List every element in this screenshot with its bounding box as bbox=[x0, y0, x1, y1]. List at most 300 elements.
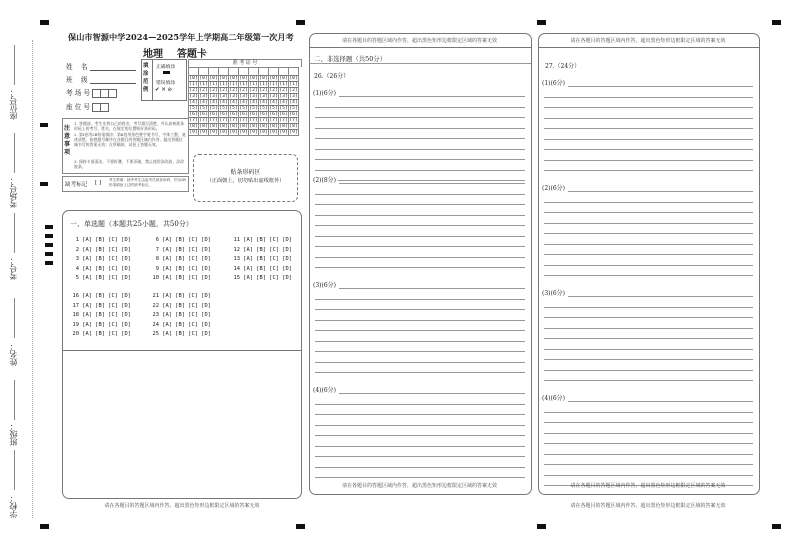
mcq-options[interactable]: [A] [B] [C] [D] bbox=[82, 321, 131, 328]
mcq-options[interactable]: [A] [B] [C] [D] bbox=[243, 246, 292, 253]
exam-digit-bubble[interactable]: [2] bbox=[229, 88, 238, 93]
answer-line[interactable] bbox=[315, 170, 525, 171]
mcq-options[interactable]: [A] [B] [C] [D] bbox=[243, 265, 292, 272]
timing-mark bbox=[45, 243, 53, 247]
answer-line[interactable] bbox=[568, 86, 753, 87]
section2-title: 二、非选择题（共50分） bbox=[314, 55, 387, 63]
exam-digit-bubble[interactable]: [2] bbox=[189, 88, 198, 93]
exam-digit-bubble[interactable]: [3] bbox=[269, 94, 278, 99]
exam-digit-bubble[interactable]: [7] bbox=[189, 118, 198, 123]
exam-digit-bubble[interactable]: [1] bbox=[269, 82, 278, 87]
answer-line[interactable] bbox=[315, 299, 525, 300]
exam-digit-bubble[interactable]: [9] bbox=[249, 130, 258, 135]
answer-line[interactable] bbox=[544, 464, 753, 465]
exam-digit-bubble[interactable]: [3] bbox=[279, 94, 288, 99]
absent-label: 缺考标记 bbox=[65, 182, 88, 188]
mcq-options[interactable]: [A] [B] [C] [D] bbox=[82, 331, 131, 337]
mcq-options[interactable]: [A] [B] [C] [D] bbox=[162, 275, 211, 281]
answer-line[interactable] bbox=[544, 359, 753, 360]
exam-digit-bubble[interactable]: [9] bbox=[229, 130, 238, 135]
exam-digit-bubble[interactable]: [0] bbox=[219, 76, 228, 81]
answer-line[interactable] bbox=[315, 414, 525, 415]
answer-line[interactable] bbox=[544, 433, 753, 434]
answer-line[interactable] bbox=[315, 341, 525, 342]
answer-line[interactable] bbox=[544, 139, 753, 140]
exam-digit-bubble[interactable]: [6] bbox=[239, 112, 248, 117]
exam-digit-bubble[interactable]: [0] bbox=[209, 76, 218, 81]
exam-digit-bubble[interactable]: [6] bbox=[209, 112, 218, 117]
answer-line[interactable] bbox=[544, 254, 753, 255]
sub-question-label: (4)(6分) bbox=[542, 395, 565, 402]
answer-line[interactable] bbox=[315, 128, 525, 129]
mcq-question[interactable] bbox=[150, 256, 211, 262]
answer-line[interactable] bbox=[315, 107, 525, 108]
exam-digit-bubble[interactable]: [8] bbox=[249, 124, 258, 129]
exam-digit-bubble[interactable]: [5] bbox=[199, 106, 208, 111]
mcq-question[interactable] bbox=[231, 275, 292, 281]
side-label-school: 学校： bbox=[9, 494, 18, 518]
exam-digit-bubble[interactable]: [6] bbox=[229, 112, 238, 117]
mcq-question[interactable] bbox=[231, 237, 292, 243]
exam-digit-bubble[interactable]: [5] bbox=[219, 106, 228, 111]
exam-digit-bubble[interactable]: [3] bbox=[229, 94, 238, 99]
answer-line[interactable] bbox=[544, 170, 753, 171]
answer-line[interactable] bbox=[315, 267, 525, 268]
mcq-question[interactable] bbox=[150, 303, 211, 309]
timing-mark bbox=[40, 524, 49, 529]
answer-line[interactable] bbox=[315, 435, 525, 436]
answer-line[interactable] bbox=[315, 194, 525, 195]
mcq-options[interactable]: [A] [B] [C] [D] bbox=[82, 246, 131, 253]
mcq-options[interactable]: [A] [B] [C] [D] bbox=[243, 275, 292, 281]
exam-digit-bubble[interactable]: [7] bbox=[239, 118, 248, 123]
answer-line[interactable] bbox=[315, 467, 525, 468]
exam-digit-bubble[interactable]: [5] bbox=[229, 106, 238, 111]
answer-panel-26 bbox=[309, 33, 532, 495]
timing-mark bbox=[45, 234, 53, 238]
answer-line[interactable] bbox=[568, 296, 753, 297]
exam-digit-bubble[interactable]: [5] bbox=[289, 106, 298, 111]
binding-line bbox=[32, 40, 33, 518]
exam-digit-bubble[interactable]: [2] bbox=[279, 88, 288, 93]
exam-digit-bubble[interactable]: [0] bbox=[289, 76, 298, 81]
exam-digit-bubble[interactable]: [0] bbox=[279, 76, 288, 81]
exam-digit-bubble[interactable]: [2] bbox=[219, 88, 228, 93]
side-label-name: 姓名： bbox=[9, 342, 18, 366]
exam-digit-bubble[interactable]: [9] bbox=[209, 130, 218, 135]
mcq-options[interactable]: [A] [B] [C] [D] bbox=[162, 331, 211, 337]
exam-digit-bubble[interactable]: [4] bbox=[189, 100, 198, 105]
exam-digit-bubble[interactable]: [7] bbox=[279, 118, 288, 123]
correct-fill-mark bbox=[163, 71, 170, 74]
answer-line[interactable] bbox=[544, 422, 753, 423]
mcq-panel bbox=[62, 210, 302, 499]
answer-line[interactable] bbox=[315, 236, 525, 237]
answer-line[interactable] bbox=[544, 338, 753, 339]
mcq-number: 6 bbox=[155, 237, 159, 243]
answer-line[interactable] bbox=[315, 309, 525, 310]
exam-digit-bubble[interactable]: [9] bbox=[269, 130, 278, 135]
answer-line[interactable] bbox=[315, 362, 525, 363]
answer-line[interactable] bbox=[544, 454, 753, 455]
sub-question-label: (2)(8分) bbox=[313, 177, 336, 184]
answer-line[interactable] bbox=[544, 160, 753, 161]
mcq-question[interactable] bbox=[150, 266, 211, 272]
exam-digit-bubble[interactable]: [4] bbox=[259, 100, 268, 105]
timing-mark bbox=[40, 182, 48, 186]
exam-digit-bubble[interactable]: [4] bbox=[269, 100, 278, 105]
exam-digit-bubble[interactable]: [0] bbox=[259, 76, 268, 81]
exam-digit-bubble[interactable]: [6] bbox=[289, 112, 298, 117]
answer-line[interactable] bbox=[315, 477, 525, 478]
exam-digit-bubble[interactable]: [4] bbox=[239, 100, 248, 105]
exam-digit-bubble[interactable]: [8] bbox=[289, 124, 298, 129]
sub-question-label: (1)(6分) bbox=[542, 80, 565, 87]
exam-digit-bubble[interactable]: [4] bbox=[229, 100, 238, 105]
exam-digit-bubble[interactable]: [8] bbox=[229, 124, 238, 129]
answer-line[interactable] bbox=[544, 380, 753, 381]
answer-line[interactable] bbox=[544, 370, 753, 371]
seat-label: 座 位 号 bbox=[66, 103, 90, 111]
exam-digit-bubble[interactable]: [5] bbox=[239, 106, 248, 111]
exam-digit-bubble[interactable]: [7] bbox=[249, 118, 258, 123]
sub-question-label: (1)(6分) bbox=[313, 90, 336, 97]
mcq-question[interactable] bbox=[150, 275, 211, 281]
exam-digit-bubble[interactable]: [2] bbox=[259, 88, 268, 93]
mcq-options[interactable]: [A] [B] [C] [D] bbox=[82, 237, 131, 243]
side-blank bbox=[14, 298, 15, 338]
mcq-number: 23 bbox=[152, 312, 159, 318]
class-field[interactable] bbox=[66, 74, 136, 84]
exam-digit-bubble[interactable]: [9] bbox=[189, 130, 198, 135]
exam-digit-bubble[interactable]: [3] bbox=[239, 94, 248, 99]
subject-title: 地理 答题卡 bbox=[143, 49, 207, 60]
exam-digit-bubble[interactable]: [8] bbox=[219, 124, 228, 129]
answer-line[interactable] bbox=[315, 215, 525, 216]
room-label: 考 场 号 bbox=[66, 89, 90, 97]
mcq-options[interactable]: [A] [B] [C] [D] bbox=[82, 312, 131, 318]
mcq-options[interactable]: [A] [B] [C] [D] bbox=[162, 256, 211, 262]
exam-digit-bubble[interactable]: [0] bbox=[189, 76, 198, 81]
panel-warning-bottom: 请在各题目的答题区域内作答，超出黑色矩形边框限定区域的答案无效 bbox=[570, 483, 726, 489]
mcq-question[interactable] bbox=[150, 247, 211, 253]
exam-digit-bubble[interactable]: [3] bbox=[219, 94, 228, 99]
mcq-options[interactable]: [A] [B] [C] [D] bbox=[162, 265, 211, 272]
exam-digit-bubble[interactable]: [5] bbox=[249, 106, 258, 111]
mcq-number: 11 bbox=[233, 237, 240, 243]
exam-digit-bubble[interactable]: [7] bbox=[269, 118, 278, 123]
exam-digit-bubble[interactable]: [1] bbox=[259, 82, 268, 87]
answer-line[interactable] bbox=[315, 138, 525, 139]
exam-digit-bubble[interactable]: [1] bbox=[289, 82, 298, 87]
name-label: 姓 名 bbox=[66, 63, 88, 71]
mcq-question[interactable] bbox=[150, 237, 211, 243]
mcq-options[interactable]: [A] [B] [C] [D] bbox=[82, 302, 131, 309]
exam-digit-bubble[interactable]: [6] bbox=[269, 112, 278, 117]
exam-digit-bubble[interactable]: [6] bbox=[199, 112, 208, 117]
side-blank bbox=[14, 45, 15, 85]
side-label-exam-room: 考场号： bbox=[9, 176, 18, 208]
mcq-question[interactable] bbox=[231, 266, 292, 272]
exam-digit-bubble[interactable]: [4] bbox=[249, 100, 258, 105]
answer-line[interactable] bbox=[544, 202, 753, 203]
exam-digit-bubble[interactable]: [0] bbox=[269, 76, 278, 81]
exam-digit-bubble[interactable]: [1] bbox=[229, 82, 238, 87]
panel-warning-top: 请在各题目的答题区域内作答，超出黑色矩形边框限定区域的答案无效 bbox=[570, 38, 726, 44]
mcq-number: 15 bbox=[233, 275, 240, 281]
answer-line[interactable] bbox=[315, 159, 525, 160]
mcq-number: 4 bbox=[75, 265, 79, 272]
absent-box bbox=[62, 176, 189, 192]
answer-line[interactable] bbox=[544, 265, 753, 266]
exam-digit-bubble[interactable]: [8] bbox=[269, 124, 278, 129]
exam-digit-bubble[interactable]: [3] bbox=[199, 94, 208, 99]
exam-digit-bubble[interactable]: [8] bbox=[189, 124, 198, 129]
mcq-question[interactable] bbox=[70, 331, 131, 337]
exam-number-grid[interactable] bbox=[188, 67, 299, 136]
exam-digit-bubble[interactable]: [7] bbox=[259, 118, 268, 123]
exam-digit-bubble[interactable]: [1] bbox=[249, 82, 258, 87]
answer-line[interactable] bbox=[544, 149, 753, 150]
q26-label: 26.（26分） bbox=[314, 73, 350, 80]
exam-digit-bubble[interactable]: [7] bbox=[209, 118, 218, 123]
side-label-exam-no: 考号： bbox=[9, 256, 18, 280]
exam-digit-bubble[interactable]: [4] bbox=[209, 100, 218, 105]
mcq-number: 7 bbox=[155, 246, 159, 253]
exam-digit-bubble[interactable]: [9] bbox=[199, 130, 208, 135]
exam-digit-bubble[interactable]: [8] bbox=[209, 124, 218, 129]
exam-digit-bubble[interactable]: [0] bbox=[239, 76, 248, 81]
answer-line[interactable] bbox=[544, 307, 753, 308]
exam-digit-bubble[interactable]: [7] bbox=[229, 118, 238, 123]
sub-question-label: (3)(6分) bbox=[313, 282, 336, 289]
mcq-number: 8 bbox=[155, 256, 159, 262]
exam-digit-bubble[interactable]: [0] bbox=[229, 76, 238, 81]
exam-digit-bubble[interactable]: [8] bbox=[279, 124, 288, 129]
exam-digit-bubble[interactable]: [4] bbox=[219, 100, 228, 105]
exam-digit-bubble[interactable]: [2] bbox=[209, 88, 218, 93]
timing-mark bbox=[40, 20, 49, 25]
answer-line[interactable] bbox=[339, 393, 525, 394]
answer-line[interactable] bbox=[544, 412, 753, 413]
side-blank bbox=[14, 450, 15, 490]
footer-warning: 请在各题目的答题区域内作答，超出黑色矩形边框限定区域的答案无效 bbox=[104, 503, 260, 509]
mcq-options[interactable]: [A] [B] [C] [D] bbox=[162, 246, 211, 253]
mcq-options[interactable]: [A] [B] [C] [D] bbox=[82, 265, 131, 272]
answer-line[interactable] bbox=[315, 246, 525, 247]
exam-digit-bubble[interactable]: [6] bbox=[249, 112, 258, 117]
mcq-question[interactable] bbox=[150, 293, 211, 299]
answer-line[interactable] bbox=[544, 475, 753, 476]
exam-digit-bubble[interactable]: [3] bbox=[259, 94, 268, 99]
timing-mark bbox=[45, 225, 53, 229]
exam-digit-bubble[interactable]: [4] bbox=[289, 100, 298, 105]
exam-digit-bubble[interactable]: [6] bbox=[259, 112, 268, 117]
mcq-options[interactable]: [A] [B] [C] [D] bbox=[162, 321, 211, 328]
answer-line[interactable] bbox=[544, 275, 753, 276]
exam-digit-bubble[interactable]: [8] bbox=[239, 124, 248, 129]
exam-digit-bubble[interactable]: [5] bbox=[259, 106, 268, 111]
wrong-fill-marks: ✔ ✕ ⊘ bbox=[155, 87, 172, 93]
exam-digit-bubble[interactable]: [1] bbox=[189, 82, 198, 87]
answer-line[interactable] bbox=[568, 401, 753, 402]
exam-digit-bubble[interactable]: [5] bbox=[269, 106, 278, 111]
exam-digit-bubble[interactable]: [7] bbox=[199, 118, 208, 123]
exam-digit-bubble[interactable]: [1] bbox=[219, 82, 228, 87]
exam-digit-bubble[interactable]: [3] bbox=[189, 94, 198, 99]
school-title: 保山市智源中学2024—2025学年上学期高二年级第一次月考 bbox=[68, 32, 294, 42]
exam-digit-bubble[interactable]: [0] bbox=[249, 76, 258, 81]
mcq-options[interactable]: [A] [B] [C] [D] bbox=[162, 293, 211, 299]
mcq-question[interactable] bbox=[70, 266, 131, 272]
exam-digit-bubble[interactable]: [3] bbox=[249, 94, 258, 99]
answer-line[interactable] bbox=[568, 191, 753, 192]
correct-fill-label: 正确填涂 bbox=[156, 65, 176, 70]
exam-digit-bubble[interactable]: [2] bbox=[249, 88, 258, 93]
exam-digit-bubble[interactable]: [5] bbox=[279, 106, 288, 111]
answer-line[interactable] bbox=[315, 404, 525, 405]
mcq-options[interactable]: [A] [B] [C] [D] bbox=[162, 312, 211, 318]
barcode-subtitle: （正面朝上，切勿贴出虚线框外） bbox=[206, 178, 285, 184]
mcq-options[interactable]: [A] [B] [C] [D] bbox=[243, 237, 292, 243]
exam-digit-bubble[interactable]: [2] bbox=[269, 88, 278, 93]
exam-digit-bubble[interactable]: [4] bbox=[199, 100, 208, 105]
answer-line[interactable] bbox=[544, 128, 753, 129]
answer-line[interactable] bbox=[315, 180, 525, 181]
exam-digit-bubble[interactable]: [1] bbox=[279, 82, 288, 87]
mcq-options[interactable]: [A] [B] [C] [D] bbox=[162, 237, 211, 243]
timing-mark bbox=[772, 524, 781, 529]
mcq-options[interactable]: [A] [B] [C] [D] bbox=[82, 293, 131, 299]
exam-digit-bubble[interactable]: [9] bbox=[279, 130, 288, 135]
exam-digit-bubble[interactable]: [9] bbox=[219, 130, 228, 135]
answer-line[interactable] bbox=[315, 425, 525, 426]
side-blank bbox=[14, 133, 15, 173]
timing-mark bbox=[296, 20, 305, 25]
exam-digit-bubble[interactable]: [3] bbox=[209, 94, 218, 99]
mcq-divider bbox=[62, 350, 302, 351]
exam-digit-bubble[interactable]: [6] bbox=[189, 112, 198, 117]
mcq-options[interactable]: [A] [B] [C] [D] bbox=[162, 302, 211, 309]
barcode-area bbox=[193, 154, 298, 202]
answer-line[interactable] bbox=[315, 351, 525, 352]
answer-line[interactable] bbox=[544, 212, 753, 213]
answer-line[interactable] bbox=[315, 257, 525, 258]
exam-digit-bubble[interactable]: [6] bbox=[219, 112, 228, 117]
absent-checkbox[interactable]: [ ] bbox=[95, 180, 102, 186]
answer-line[interactable] bbox=[315, 456, 525, 457]
exam-digit-bubble[interactable]: [1] bbox=[209, 82, 218, 87]
exam-number-title: 准 考 证 号 bbox=[188, 59, 302, 67]
answer-line[interactable] bbox=[315, 225, 525, 226]
mcq-question[interactable] bbox=[70, 322, 131, 328]
timing-mark bbox=[537, 524, 546, 529]
answer-line[interactable] bbox=[315, 372, 525, 373]
answer-line[interactable] bbox=[339, 288, 525, 289]
exam-digit-bubble[interactable]: [9] bbox=[259, 130, 268, 135]
mcq-question[interactable] bbox=[70, 275, 131, 281]
answer-line[interactable] bbox=[544, 244, 753, 245]
mcq-question[interactable] bbox=[150, 312, 211, 318]
panel-warning-top: 请在各题目的答题区域内作答，超出黑色矩形边框限定区域的答案无效 bbox=[341, 38, 497, 44]
mcq-question[interactable] bbox=[231, 256, 292, 262]
exam-digit-bubble[interactable]: [1] bbox=[199, 82, 208, 87]
q27-label: 27.（24分） bbox=[545, 63, 581, 70]
mcq-number: 9 bbox=[155, 265, 159, 272]
mcq-question[interactable] bbox=[150, 331, 211, 337]
exam-digit-bubble[interactable]: [8] bbox=[199, 124, 208, 129]
answer-line[interactable] bbox=[544, 118, 753, 119]
side-blank bbox=[14, 380, 15, 420]
footer-warning: 请在各题目的答题区域内作答，超出黑色矩形边框限定区域的答案无效 bbox=[570, 503, 726, 509]
mcq-number: 12 bbox=[233, 246, 240, 253]
timing-mark bbox=[45, 252, 53, 256]
answer-line[interactable] bbox=[315, 149, 525, 150]
exam-digit-bubble[interactable]: [2] bbox=[289, 88, 298, 93]
answer-line[interactable] bbox=[544, 233, 753, 234]
exam-digit-bubble[interactable]: [7] bbox=[219, 118, 228, 123]
answer-line[interactable] bbox=[315, 117, 525, 118]
answer-line[interactable] bbox=[544, 223, 753, 224]
answer-line[interactable] bbox=[544, 443, 753, 444]
mcq-question[interactable] bbox=[70, 303, 131, 309]
answer-line[interactable] bbox=[544, 328, 753, 329]
exam-digit-bubble[interactable]: [5] bbox=[209, 106, 218, 111]
exam-digit-bubble[interactable]: [2] bbox=[239, 88, 248, 93]
mcq-options[interactable]: [A] [B] [C] [D] bbox=[82, 256, 131, 262]
exam-digit-bubble[interactable]: [1] bbox=[239, 82, 248, 87]
answer-line[interactable] bbox=[544, 349, 753, 350]
answer-line[interactable] bbox=[315, 204, 525, 205]
mcq-question[interactable] bbox=[70, 312, 131, 318]
exam-digit-bubble[interactable]: [7] bbox=[289, 118, 298, 123]
answer-line[interactable] bbox=[315, 320, 525, 321]
answer-line[interactable] bbox=[315, 330, 525, 331]
answer-line[interactable] bbox=[339, 183, 525, 184]
mcq-options[interactable]: [A] [B] [C] [D] bbox=[82, 275, 131, 281]
mcq-number: 16 bbox=[72, 293, 79, 299]
exam-digit-bubble[interactable]: [6] bbox=[279, 112, 288, 117]
mcq-question[interactable] bbox=[70, 237, 131, 243]
exam-room-field[interactable] bbox=[66, 87, 116, 98]
exam-digit-bubble[interactable]: [9] bbox=[289, 130, 298, 135]
mcq-question[interactable] bbox=[231, 247, 292, 253]
exam-digit-bubble[interactable]: [0] bbox=[199, 76, 208, 81]
mcq-question[interactable] bbox=[70, 247, 131, 253]
mcq-question[interactable] bbox=[70, 293, 131, 299]
seat-field[interactable] bbox=[66, 101, 108, 112]
fill-example-title: 填涂范例 bbox=[143, 63, 149, 93]
answer-line[interactable] bbox=[315, 446, 525, 447]
answer-line[interactable] bbox=[544, 317, 753, 318]
mcq-number: 22 bbox=[152, 302, 159, 309]
answer-line[interactable] bbox=[339, 96, 525, 97]
exam-digit-bubble[interactable]: [4] bbox=[279, 100, 288, 105]
mcq-number: 21 bbox=[152, 293, 159, 299]
answer-line[interactable] bbox=[544, 97, 753, 98]
mcq-question[interactable] bbox=[70, 256, 131, 262]
exam-digit-bubble[interactable]: [9] bbox=[239, 130, 248, 135]
exam-digit-bubble[interactable]: [8] bbox=[259, 124, 268, 129]
exam-digit-bubble[interactable]: [2] bbox=[199, 88, 208, 93]
mcq-options[interactable]: [A] [B] [C] [D] bbox=[243, 256, 292, 262]
exam-digit-bubble[interactable]: [5] bbox=[189, 106, 198, 111]
mcq-number: 2 bbox=[75, 246, 79, 253]
exam-digit-bubble[interactable]: [3] bbox=[289, 94, 298, 99]
name-field[interactable] bbox=[66, 61, 136, 71]
mcq-question[interactable] bbox=[150, 322, 211, 328]
answer-line[interactable] bbox=[544, 107, 753, 108]
